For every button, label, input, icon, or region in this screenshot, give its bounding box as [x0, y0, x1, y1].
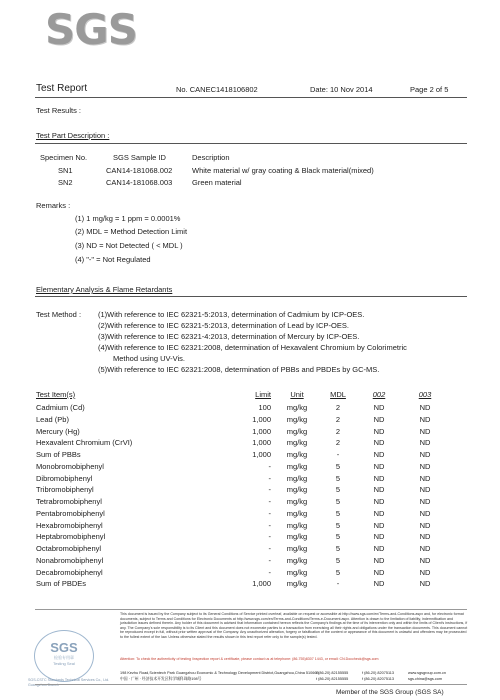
elementary-divider [35, 296, 467, 297]
member-line: Member of the SGS Group (SGS SA) [336, 689, 444, 696]
fax-2: f (86-20) 82075113 [362, 677, 395, 681]
cell-mdl: 5 [335, 497, 341, 506]
remark-4: (4) "-" = Not Regulated [75, 255, 151, 264]
cell-item: Mercury (Hg) [36, 426, 80, 436]
cell-limit: 1,000 [252, 414, 271, 424]
cell-s003: ND [419, 473, 431, 483]
cell-unit: mg/kg [286, 426, 308, 436]
table-row [36, 474, 466, 484]
cell-limit: 1,000 [252, 579, 271, 589]
th-sample-002: 002 [372, 390, 386, 399]
table-row [36, 427, 466, 437]
cell-unit: mg/kg [286, 450, 308, 459]
sample-id-sn2: CAN14-181068.003 [106, 178, 173, 187]
cell-item: Tribromobiphenyl [36, 485, 94, 495]
cell-item: Octabromobiphenyl [36, 544, 102, 553]
cell-item: Heptabromobiphenyl [36, 532, 106, 542]
table-row [36, 532, 466, 542]
cell-s003: ND [419, 567, 431, 577]
cell-s002: ND [373, 450, 385, 459]
cell-item: Dibromobiphenyl [36, 473, 93, 483]
cell-unit: mg/kg [286, 485, 308, 495]
cell-item: Nonabromobiphenyl [36, 555, 104, 565]
elementary-heading: Elementary Analysis & Flame Retardants [36, 285, 173, 294]
cell-s003: ND [419, 520, 431, 530]
col-specimen-no: Specimen No. [40, 153, 88, 162]
th-unit: Unit [290, 390, 304, 399]
cell-item: Pentabromobiphenyl [36, 508, 105, 518]
cell-unit: mg/kg [286, 544, 308, 553]
seal-en: Testing Seal [53, 661, 75, 666]
cell-s002: ND [373, 508, 385, 518]
cell-unit: mg/kg [286, 520, 308, 530]
col-description: Description [192, 153, 230, 162]
cell-s003: ND [419, 555, 431, 565]
method-4-cont: Method using UV-Vis. [113, 354, 185, 363]
table-row [36, 450, 466, 460]
cell-unit: mg/kg [286, 403, 308, 412]
web-2: sgs.china@sgs.com [408, 677, 443, 681]
cell-s003: ND [419, 532, 431, 542]
cell-mdl: 2 [335, 414, 341, 424]
method-5: (5)With reference to IEC 62321:2008, determination of PBBs and PBDEs by GC-MS. [98, 365, 380, 374]
report-title: Test Report [36, 83, 88, 94]
cell-unit: mg/kg [286, 497, 308, 506]
cell-s003: ND [419, 450, 431, 459]
cell-s003: ND [419, 544, 431, 553]
cell-mdl: 5 [335, 508, 341, 518]
remark-3: (3) ND = Not Detected ( < MDL ) [75, 241, 183, 250]
cell-limit: 1,000 [252, 438, 271, 448]
remark-2: (2) MDL = Method Detection Limit [75, 227, 188, 236]
report-date: Date: 10 Nov 2014 [310, 85, 373, 94]
th-test-items: Test Item(s) [36, 390, 76, 399]
cell-unit: mg/kg [286, 579, 308, 589]
cell-mdl: 5 [335, 520, 341, 530]
description-sn1: White material w/ gray coating & Black material(mixed) [192, 166, 374, 175]
table-row [36, 438, 466, 448]
cell-mdl: 2 [335, 438, 341, 448]
table-row [36, 521, 466, 531]
th-sample-003: 003 [418, 390, 432, 399]
th-mdl: MDL [330, 390, 346, 399]
test-method-label: Test Method : [36, 310, 82, 319]
address-en: 198 Kezhu Road,Scientech Park Guangzhou Economic & Technology Development District,Guangzhou,China 510663 [120, 671, 319, 675]
cell-s002: ND [373, 438, 385, 448]
test-results-label: Test Results : [36, 106, 82, 115]
cell-s002: ND [373, 473, 385, 483]
cell-limit: - [268, 485, 271, 495]
cell-mdl: - [336, 579, 340, 589]
cell-s002: ND [373, 567, 385, 577]
cell-mdl: 5 [335, 461, 341, 471]
cell-s002: ND [373, 555, 385, 565]
cell-s003: ND [419, 497, 431, 506]
cell-s002: ND [373, 532, 385, 542]
cell-item: Decabromobiphenyl [36, 567, 103, 577]
cell-limit: - [268, 567, 271, 577]
cell-mdl: 2 [335, 403, 341, 412]
seal-logo: SGS [50, 640, 78, 655]
cell-s003: ND [419, 508, 431, 518]
part-description-divider [35, 143, 467, 144]
cell-mdl: 5 [335, 544, 341, 553]
specimen-sn1: SN1 [58, 166, 73, 175]
phone-1: t (86-20) 82155555 [316, 671, 349, 675]
cell-s003: ND [419, 426, 431, 436]
cell-unit: mg/kg [286, 567, 308, 577]
cell-s002: ND [373, 403, 385, 412]
cell-limit: 1,000 [252, 450, 271, 459]
cell-mdl: 5 [335, 473, 341, 483]
cell-s003: ND [419, 414, 431, 424]
report-number: No. CANEC1418106802 [176, 85, 258, 94]
cell-s002: ND [373, 426, 385, 436]
cell-unit: mg/kg [286, 473, 308, 483]
footer-bottom-divider [35, 684, 467, 685]
footer-divider [35, 609, 467, 610]
cell-s002: ND [373, 544, 385, 553]
cell-unit: mg/kg [286, 461, 308, 471]
cell-item: Monobromobiphenyl [36, 461, 104, 471]
table-row [36, 497, 466, 507]
description-sn2: Green material [192, 178, 242, 187]
remarks-heading: Remarks : [36, 201, 71, 210]
cell-mdl: 5 [335, 485, 341, 495]
cell-limit: - [268, 473, 271, 483]
remark-1: (1) 1 mg/kg = 1 ppm = 0.0001% [75, 214, 181, 223]
cell-unit: mg/kg [286, 508, 308, 518]
cell-s002: ND [373, 497, 385, 506]
cell-mdl: 5 [335, 555, 341, 565]
cell-s003: ND [419, 485, 431, 495]
method-4: (4)With reference to IEC 62321:2008, determination of Hexavalent Chromium by Colorimetric [98, 343, 407, 352]
testing-seal [34, 630, 94, 682]
web-1: www.sgsgroup.com.cn [408, 671, 446, 675]
cell-item: Sum of PBDEs [36, 579, 87, 589]
address-cn: 中国 · 广州 · 经济技术开发区科学城科珠路198号 [120, 677, 202, 681]
table-row [36, 403, 466, 413]
cell-limit: - [268, 555, 271, 565]
results-table-header [36, 390, 466, 400]
cell-item: Hexavalent Chromium (CrVI) [36, 438, 133, 448]
cell-limit: - [268, 532, 271, 542]
method-1: (1)With reference to IEC 62321-5:2013, determination of Cadmium by ICP-OES. [98, 310, 365, 319]
page-number: Page 2 of 5 [410, 85, 449, 94]
cell-item: Cadmium (Cd) [36, 403, 85, 412]
seal-branch: Guangzhou Branch [28, 683, 59, 687]
table-row [36, 509, 466, 519]
cell-limit: - [268, 508, 271, 518]
table-row [36, 544, 466, 554]
cell-s002: ND [373, 461, 385, 471]
cell-mdl: 5 [335, 532, 341, 542]
cell-mdl: 5 [335, 567, 341, 577]
cell-s002: ND [373, 520, 385, 530]
specimen-sn2: SN2 [58, 178, 73, 187]
phone-2: t (86-20) 82155555 [316, 677, 349, 681]
cell-unit: mg/kg [286, 438, 308, 448]
fax-1: f (86-20) 82075113 [362, 671, 395, 675]
cell-item: Sum of PBBs [36, 450, 81, 459]
cell-unit: mg/kg [286, 555, 308, 565]
cell-s002: ND [373, 485, 385, 495]
table-row [36, 462, 466, 472]
cell-limit: - [268, 497, 271, 506]
cell-item: Tetrabromobiphenyl [36, 497, 102, 506]
cell-unit: mg/kg [286, 532, 308, 542]
col-sgs-sample-id: SGS Sample ID [113, 153, 166, 162]
cell-s002: ND [373, 579, 385, 589]
method-2: (2)With reference to IEC 62321-5:2013, determination of Lead by ICP-OES. [98, 321, 349, 330]
cell-limit: - [268, 520, 271, 530]
disclaimer: This document is issued by the Company subject to its General Conditions of Service printed overleaf, available on request or accessible at http://www.sgs.com/en/Terms-and-Conditions.aspx and, for electronic format documents, subject to Terms and Conditions for Electronic Documents at http://www.sgs.com/en/Terms-and-Conditions/Terms-e-Document.aspx. Attention is drawn to the limitation of liability, indemnification and jurisdiction issues defined therein. Any holder of this document is advised that information contained hereon reflects the Company's findings at the time of its intervention only and within the limits of Client's instructions, if any. The Company's sole responsibility is to its Client and this document does not exonerate parties to a transaction from exercising all their rights and obligations under the transaction documents. This document cannot be reproduced except in full, without prior written approval of the Company. Any unauthorized alteration, forgery or falsification of the content or appearance of this document is unlawful and offenders may be prosecuted to the fullest extent of the law. Unless otherwise stated the results shown in this test report refer only to the sample(s) tested. [120, 612, 468, 639]
table-row [36, 415, 466, 425]
header-divider [35, 97, 467, 98]
cell-s002: ND [373, 414, 385, 424]
cell-mdl: - [336, 450, 340, 459]
table-row [36, 568, 466, 578]
table-row [36, 485, 466, 495]
cell-s003: ND [419, 403, 431, 412]
method-3: (3)With reference to IEC 62321-4:2013, determination of Mercury by ICP-OES. [98, 332, 360, 341]
authenticity-notice: Attention: To check the authenticity of testing /inspection report & certificate, please contact us at telephone: (86-755)8307 1443, or email: CN.Doccheck@sgs.com [120, 657, 379, 661]
cell-limit: 1,000 [252, 426, 271, 436]
cell-limit: 100 [258, 403, 271, 412]
cell-limit: - [268, 544, 271, 553]
cell-item: Hexabromobiphenyl [36, 520, 103, 530]
table-row [36, 579, 466, 589]
table-row [36, 556, 466, 566]
cell-item: Lead (Pb) [36, 414, 69, 424]
sgs-logo: SGS [45, 5, 137, 54]
cell-mdl: 2 [335, 426, 341, 436]
part-description-heading: Test Part Description : [36, 131, 110, 140]
seal-cn: 检验专用章 [54, 655, 74, 660]
cell-s003: ND [419, 461, 431, 471]
th-limit: Limit [255, 390, 271, 399]
seal-company: SGS-CSTC Standards Technical Services Co., Ltd. [28, 678, 110, 682]
cell-s003: ND [419, 438, 431, 448]
cell-limit: - [268, 461, 271, 471]
sample-id-sn1: CAN14-181068.002 [106, 166, 173, 175]
cell-unit: mg/kg [286, 414, 308, 424]
cell-s003: ND [419, 579, 431, 589]
